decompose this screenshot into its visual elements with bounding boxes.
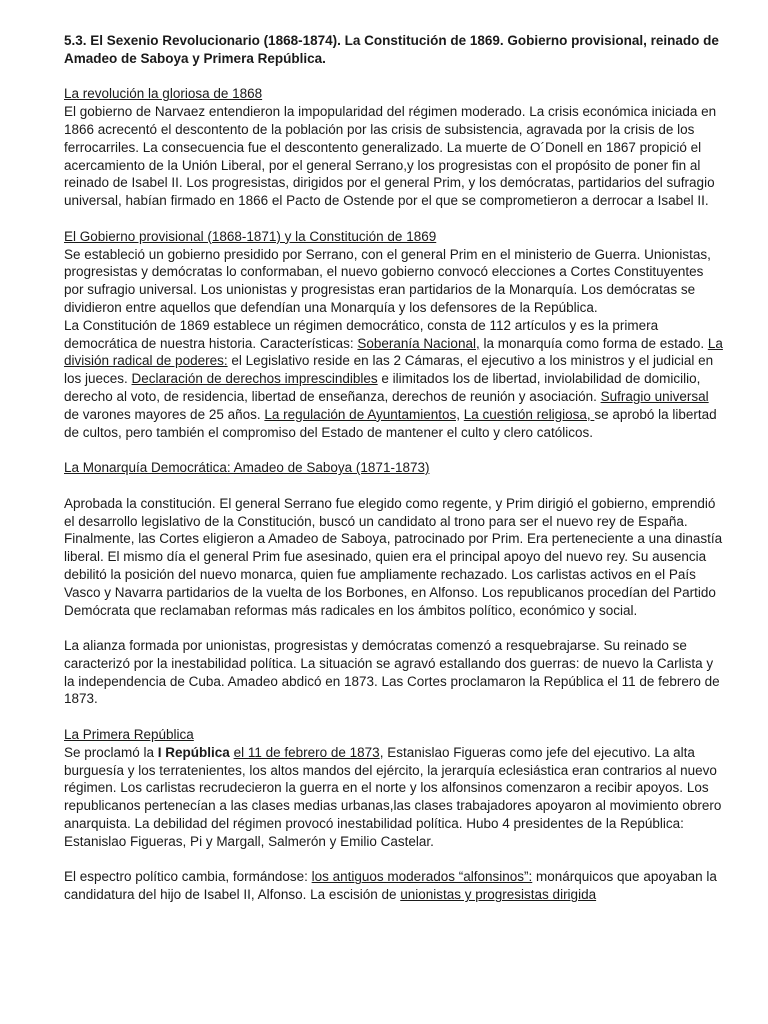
section-heading: La revolución la gloriosa de 1868 xyxy=(64,86,263,102)
section-revolucion-1868 xyxy=(64,85,726,210)
paragraph: Se proclamó la I República el 11 de febrero de 1873, Estanislao Figueras como jefe del ejecutivo. La alta burguesía y los terratenientes, los altos mandos del ejército, la jerarquía eclesiástica eran contrarios al nuevo régimen. Los carlistas recrudecieron la guerra en el norte y los alfonsinos comenzaron a recibir apoyos. Los republicanos pertenecían a las clases medias urbanas,las clases trabajadores apoyaron al movimiento obrero anarquista. La debilidad del régimen provocó inestabilidad política. Hubo 4 presidentes de la República: Estanislao Figueras, Pi y Margall, Salmerón y Emilio Castelar. xyxy=(64,744,722,849)
underlined-term: Soberanía Nacional, xyxy=(357,335,480,351)
paragraph-constitucion: La Constitución de 1869 establece un régimen democrático, consta de 112 artículos y es la primera democrática de nuestra historia. Características: Soberanía Nacional, la monarquía como forma de estado. La división radical de poderes: el Legislativo reside en las 2 Cámaras, el ejecutivo a los ministros y el judicial en los jueces. Declaración de derechos imprescindibles e ilimitados los de libertad, inviolabilidad de domicilio, derecho al voto, de residencia, libertad de enseñanza, derechos de reunión y asociación. Sufragio universal de varones mayores de 25 años. La regulación de Ayuntamientos, La cuestión religiosa, se aprobó la libertad de cultos, pero también el compromiso del Estado de mantener el culto y clero católicos. xyxy=(64,317,723,440)
underlined-term: los antiguos moderados “alfonsinos”: xyxy=(311,869,533,885)
underlined-term: La regulación de Ayuntamientos, xyxy=(264,406,461,422)
section-primera-republica xyxy=(64,726,726,904)
underlined-term: La cuestión religiosa, xyxy=(463,406,595,422)
paragraph: Aprobada la constitución. El general Serrano fue elegido como regente, y Prim dirigió el gobierno, emprendió el desarrollo legislativo de la Constitución, buscó un candidato al trono para ser el nuevo rey de España. Finalmente, las Cortes eligieron a Amadeo de Saboya, patrocinado por Prim. Era perteneciente a una dinastía liberal. El mismo día el general Prim fue asesinado, quien era el principal apoyo del nuevo rey. Su ausencia debilitó la posición del nuevo monarca, quien fue ampliamente rechazado. Los carlistas activos en el País Vasco y Navarra partidarios de la vuelta de los Borbones, en Alfonso. Los republicanos procedían del Partido Demócrata que reclamaban reformas más radicales en los ámbitos político, económico y social. xyxy=(64,495,723,618)
section-monarquia-democratica xyxy=(64,459,726,708)
section-gobierno-provisional xyxy=(64,228,726,442)
underlined-term: La división radical de poderes: xyxy=(64,335,723,369)
section-heading: La Primera República xyxy=(64,727,194,743)
document-page xyxy=(64,32,726,904)
bold-term: I República xyxy=(157,744,230,760)
underlined-term: Declaración de derechos imprescindibles xyxy=(131,371,378,387)
section-heading: El Gobierno provisional (1868-1871) y la Constitución de 1869 xyxy=(64,228,437,244)
underlined-term: Sufragio universal xyxy=(600,388,709,404)
paragraph: El espectro político cambia, formándose: los antiguos moderados “alfonsinos”: monárquicos que apoyaban la candidatura del hijo de Isabel II, Alfonso. La escisión de unionistas y progresistas dirigida xyxy=(64,869,717,903)
paragraph: El gobierno de Narvaez entendieron la impopularidad del régimen moderado. La crisis económica iniciada en 1866 acrecentó el descontento de la población por las crisis de subsistencia, agravada por la crisis de los ferrocarriles. La consecuencia fue el descontento generalizado. La muerte de O´Donell en 1867 propició el acercamiento de la Unión Liberal, por el general Serrano,y los progresistas con el propósito de poner fin al reinado de Isabel II. Los progresistas, dirigidos por el general Prim, y los demócratas, partidarios del sufragio universal, habían firmado en 1866 el Pacto de Ostende por el que se comprometieron a derrocar a Isabel II. xyxy=(64,104,717,209)
document-title: 5.3. El Sexenio Revolucionario (1868-1874). La Constitución de 1869. Gobierno provisional, reinado de Amadeo de Saboya y Primera República. xyxy=(64,33,719,66)
section-heading: La Monarquía Democrática: Amadeo de Saboya (1871-1873) xyxy=(64,460,430,476)
underlined-term: el 11 de febrero de 1873 xyxy=(233,744,380,760)
underlined-term: unionistas y progresistas dirigida xyxy=(400,887,597,903)
paragraph: Se estableció un gobierno presidido por Serrano, con el general Prim en el ministerio de Guerra. Unionistas, progresistas y demócratas lo conformaban, el nuevo gobierno convocó elecciones a Cortes Constituyentes por sufragio universal. Los unionistas y progresistas eran partidarios de la Monarquía. Los demócratas se dividieron entre aquellos que defendían una Monarquía y los defensores de la República. xyxy=(64,246,711,315)
paragraph: La alianza formada por unionistas, progresistas y demócratas comenzó a resquebrajarse. Su reinado se caracterizó por la inestabilidad política. La situación se agravó estallando dos guerras: de nuevo la Carlista y la independencia de Cuba. Amadeo abdicó en 1873. Las Cortes proclamaron la República el 11 de febrero de 1873. xyxy=(64,638,720,707)
